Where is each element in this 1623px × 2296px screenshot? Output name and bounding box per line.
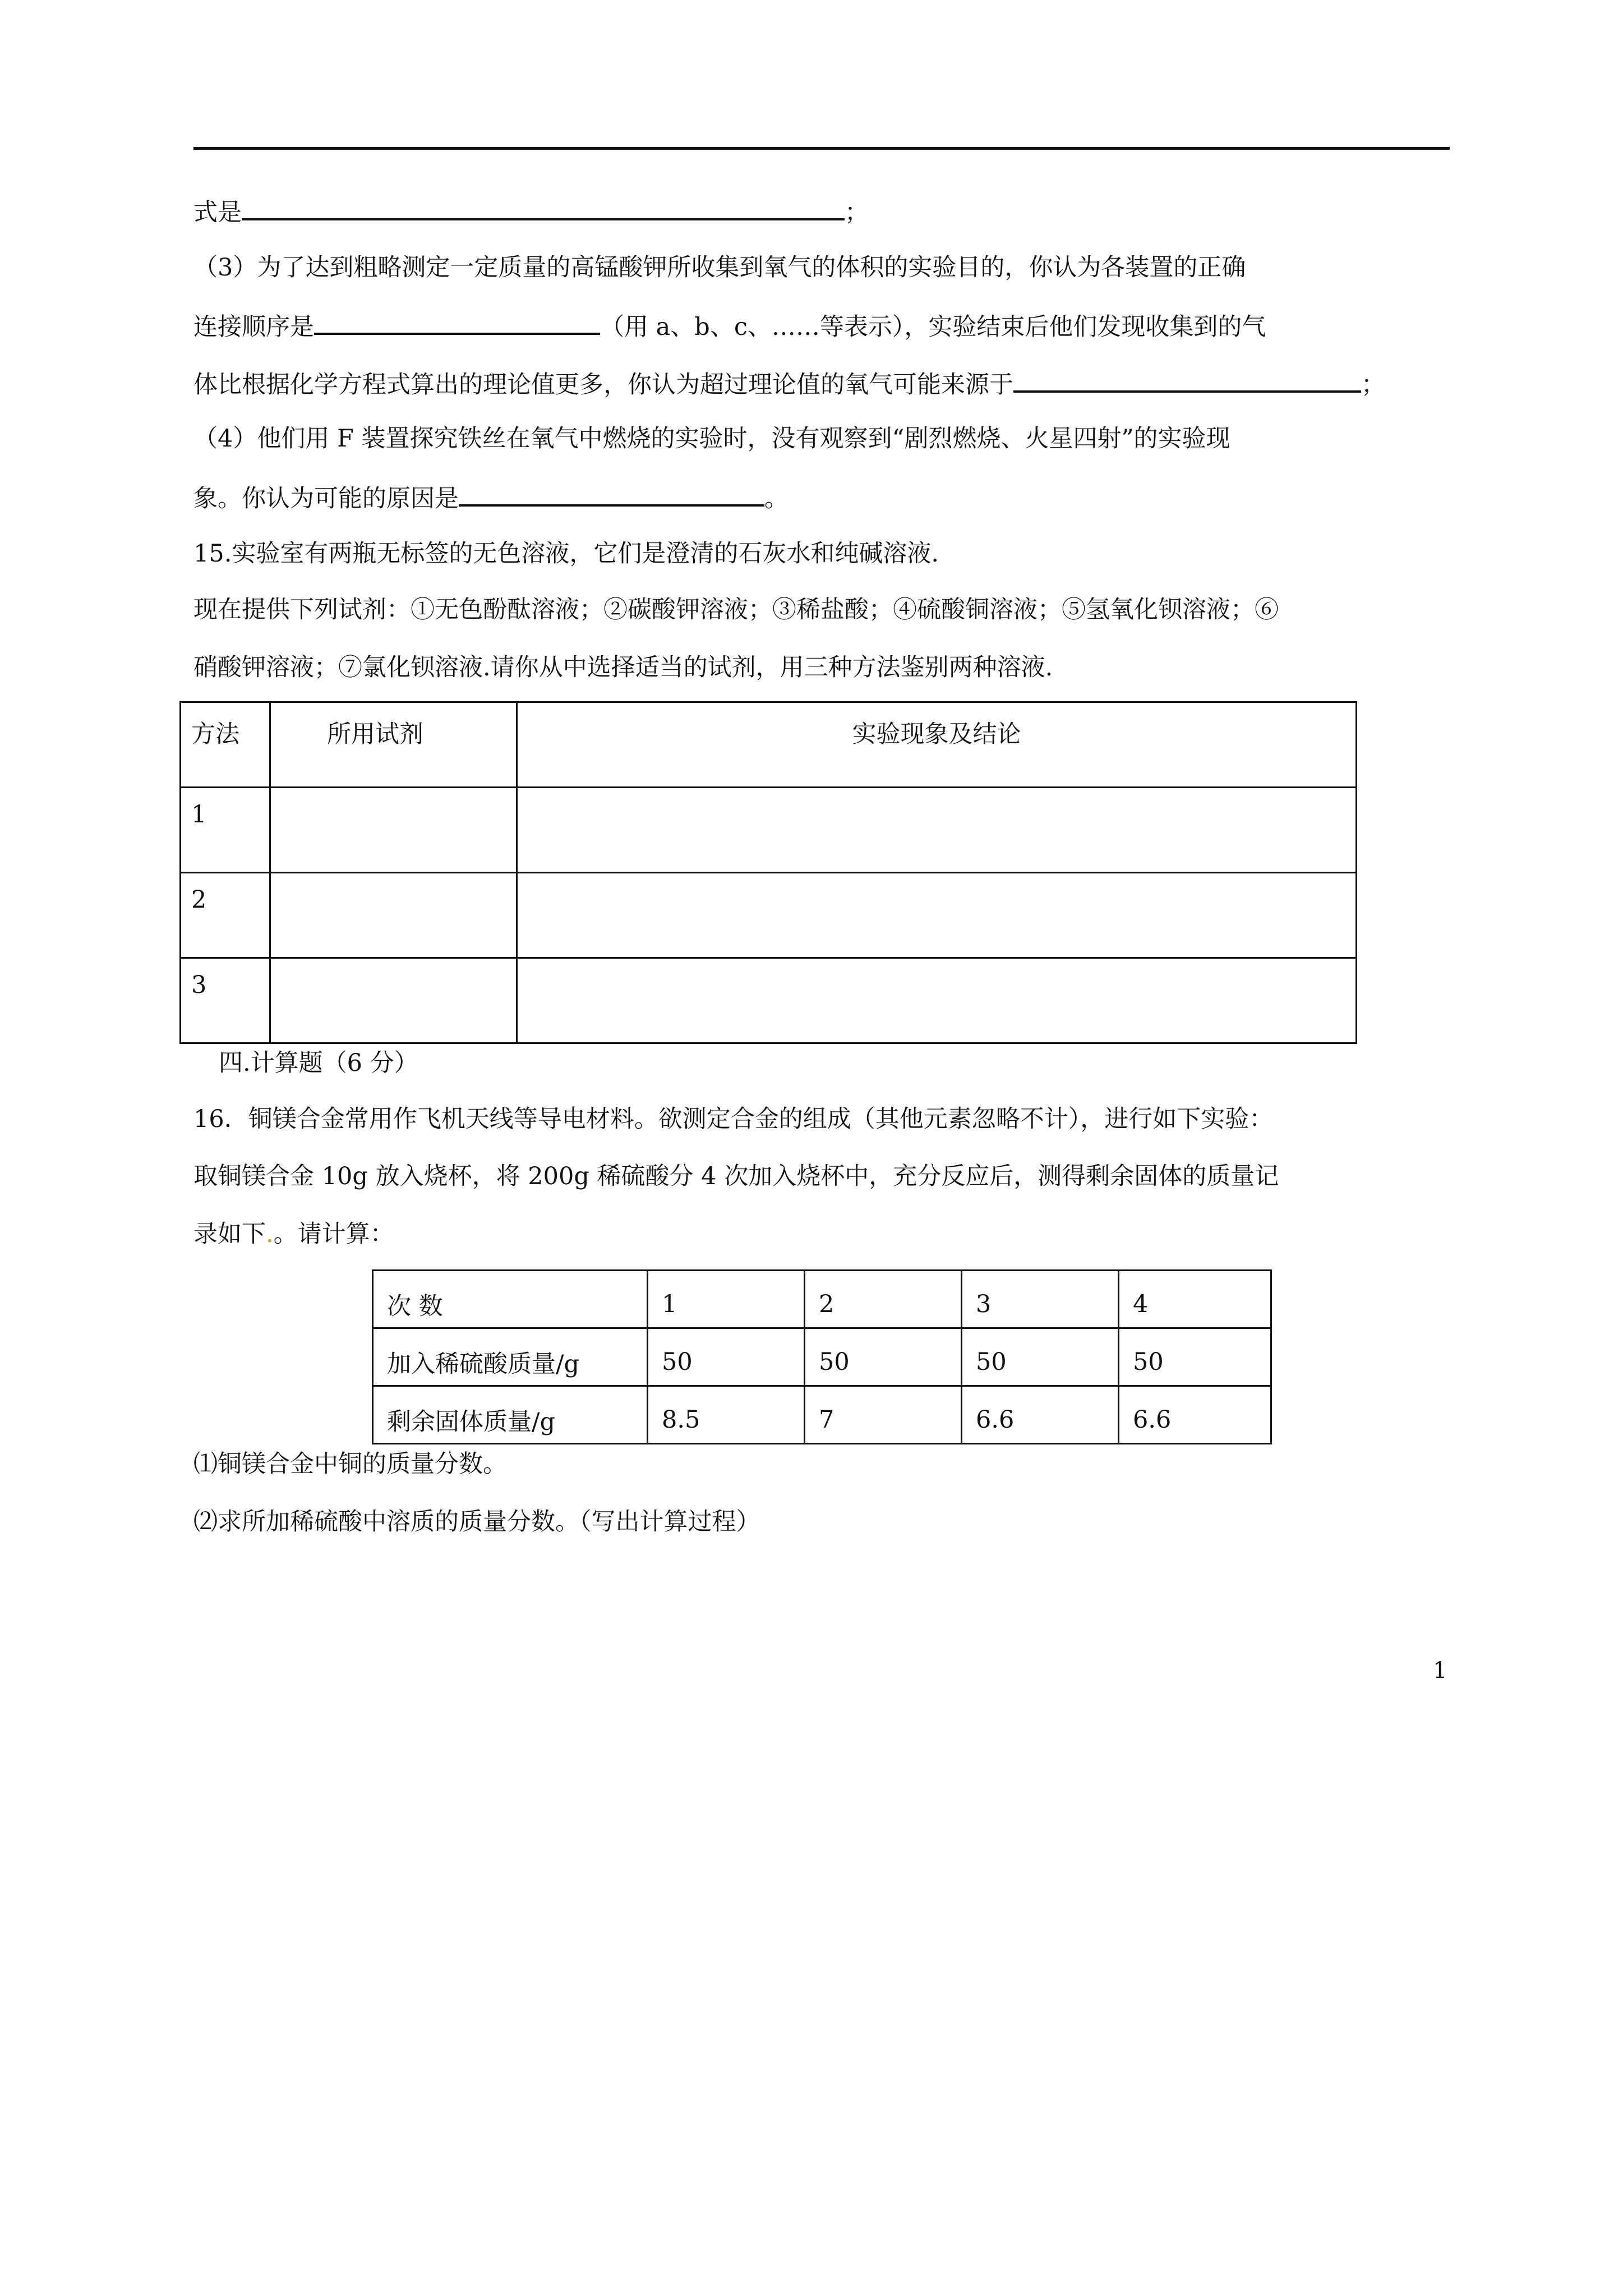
q14-part4-line1: （4）他们用 F 装置探究铁丝在氧气中燃烧的实验时，没有观察到“剧烈燃烧、火星四射”的实验现 bbox=[193, 425, 1230, 453]
stray-dot: . bbox=[266, 1220, 274, 1248]
q15-stem: 15.实验室有两瓶无标签的无色溶液，它们是澄清的石灰水和纯碱溶液. bbox=[193, 540, 939, 568]
table-cell: 3 bbox=[962, 1271, 1119, 1328]
table-header-row bbox=[181, 702, 1357, 788]
table-cell: 50 bbox=[1119, 1328, 1271, 1386]
q15-table bbox=[179, 701, 1357, 1044]
q14-part4-line2: 象。你认为可能的原因是 。 bbox=[193, 480, 789, 516]
table-cell: 50 bbox=[648, 1328, 805, 1386]
answer-blank-reason[interactable] bbox=[459, 480, 764, 507]
method-number: 3 bbox=[181, 958, 270, 1043]
header-method: 方法 bbox=[181, 702, 270, 788]
table-row bbox=[181, 958, 1357, 1043]
q16-line1: 16．铜镁合金常用作飞机天线等导电材料。欲测定合金的组成（其他元素忽略不计），进行如下实验： bbox=[193, 1105, 1274, 1133]
method-number: 1 bbox=[181, 788, 270, 873]
row-label: 加入稀硫酸质量/g bbox=[373, 1328, 648, 1386]
header-rule bbox=[193, 147, 1450, 150]
table-cell: 1 bbox=[648, 1271, 805, 1328]
q15-reagents-line1: 现在提供下列试剂：①无色酚酞溶液；②碳酸钾溶液；③稀盐酸；④硫酸铜溶液；⑤氢氧化钡溶液；⑥ bbox=[193, 596, 1279, 624]
table-cell: 8.5 bbox=[648, 1386, 805, 1444]
q16-line2: 取铜镁合金 10g 放入烧杯，将 200g 稀硫酸分 4 次加入烧杯中，充分反应后，测得剩余固体的质量记 bbox=[193, 1162, 1279, 1190]
table-cell: 50 bbox=[962, 1328, 1119, 1386]
section-title-calculation: 四.计算题（6 分） bbox=[219, 1049, 418, 1077]
table-cell: 50 bbox=[805, 1328, 962, 1386]
q14-part3-line2: 连接顺序是 （用 a、b、c、……等表示），实验结束后他们发现收集到的气 bbox=[193, 308, 1266, 344]
table-row bbox=[181, 788, 1357, 873]
table-row bbox=[373, 1328, 1271, 1386]
table-cell: 2 bbox=[805, 1271, 962, 1328]
q14-line1: 式是 ； bbox=[193, 194, 869, 229]
table-cell: 6.6 bbox=[962, 1386, 1119, 1444]
reagent-cell[interactable] bbox=[270, 873, 517, 958]
q16-line3: 录如下.。请计算： bbox=[193, 1220, 394, 1248]
header-reagent: 所用试剂 bbox=[270, 702, 517, 788]
q14-part3-line1: （3）为了达到粗略测定一定质量的高锰酸钾所收集到氧气的体积的实验目的，你认为各装置的正确 bbox=[193, 254, 1246, 282]
page-number: 1 bbox=[1433, 1658, 1447, 1683]
answer-blank-order[interactable] bbox=[314, 308, 600, 335]
reagent-cell[interactable] bbox=[270, 958, 517, 1043]
row-label: 次 数 bbox=[373, 1271, 648, 1328]
answer-blank-equation[interactable] bbox=[242, 194, 845, 220]
table-row bbox=[373, 1271, 1271, 1328]
table-row bbox=[181, 873, 1357, 958]
table-cell: 4 bbox=[1119, 1271, 1271, 1328]
phenomenon-cell[interactable] bbox=[517, 958, 1357, 1043]
row-label: 剩余固体质量/g bbox=[373, 1386, 648, 1444]
q16-sub2: ⑵求所加稀硫酸中溶质的质量分数。（写出计算过程） bbox=[193, 1508, 760, 1536]
phenomenon-cell[interactable] bbox=[517, 873, 1357, 958]
q16-sub1: ⑴铜镁合金中铜的质量分数。 bbox=[193, 1450, 507, 1478]
method-number: 2 bbox=[181, 873, 270, 958]
reagent-cell[interactable] bbox=[270, 788, 517, 873]
phenomenon-cell[interactable] bbox=[517, 788, 1357, 873]
table-row bbox=[373, 1386, 1271, 1444]
table-cell: 7 bbox=[805, 1386, 962, 1444]
q16-table bbox=[372, 1269, 1272, 1444]
q14-part3-line3: 体比根据化学方程式算出的理论值更多，你认为超过理论值的氧气可能来源于 ； bbox=[193, 366, 1385, 402]
answer-blank-source[interactable] bbox=[1013, 366, 1361, 393]
q15-reagents-line2: 硝酸钾溶液；⑦氯化钡溶液.请你从中选择适当的试剂，用三种方法鉴别两种溶液. bbox=[193, 654, 1053, 682]
table-cell: 6.6 bbox=[1119, 1386, 1271, 1444]
header-phenomenon: 实验现象及结论 bbox=[517, 702, 1357, 788]
